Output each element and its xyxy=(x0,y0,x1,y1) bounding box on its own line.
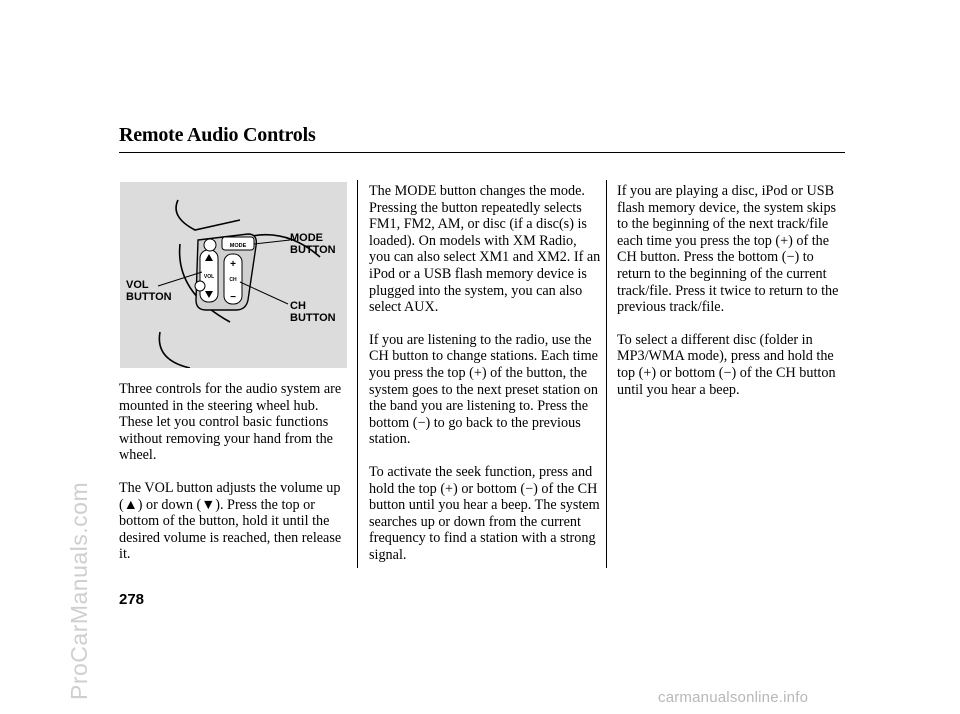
paragraph: If you are playing a disc, iPod or USB flash memory device, the system skips to the beginning of the next track/file each time you press the top (+) of the CH button. Press the bottom (−) to return to the beginning of the current track/file. Press it twice to return to the previous track/file. xyxy=(617,183,839,316)
column-3 xyxy=(617,183,849,414)
column-divider xyxy=(606,180,607,568)
paragraph: To select a different disc (folder in MP3/WMA mode), press and hold the top (+) or bottom (−) of the CH button until you hear a beep. xyxy=(617,331,836,398)
paragraph: The VOL button adjusts the volume up (▲) or down (▼). Press the top or bottom of the button, hold it until the desired volume is reached, then release it. xyxy=(119,479,342,563)
svg-text:+: + xyxy=(230,259,236,270)
header-rule xyxy=(119,152,845,153)
steering-wheel-figure xyxy=(120,182,347,368)
ch-key-label: CH xyxy=(229,277,237,283)
footer-watermark: carmanualsonline.info xyxy=(658,689,809,706)
page-number: 278 xyxy=(119,591,145,608)
vol-key-label: VOL xyxy=(203,274,215,280)
column-1 xyxy=(119,381,351,579)
paragraph: Three controls for the audio system are mounted in the steering wheel hub. These let you control basic functions without removing your hand from the wheel. xyxy=(119,381,342,464)
mode-button-callout: MODE BUTTON xyxy=(290,232,336,256)
paragraph: If you are listening to the radio, use the CH button to change stations. Each time you press the top (+) of the button, the system goes to the next preset station on the band you are listening to. Press the bottom (−) to go back to the previous station. xyxy=(369,331,598,448)
column-divider xyxy=(357,180,358,568)
steering-wheel-illustration xyxy=(120,182,347,368)
mode-key-label: MODE xyxy=(229,243,247,249)
vol-button-callout: VOL BUTTON xyxy=(126,279,172,303)
page-title: Remote Audio Controls xyxy=(119,124,316,146)
ch-button-callout: CH BUTTON xyxy=(290,300,336,324)
svg-text:−: − xyxy=(230,292,236,303)
paragraph: The MODE button changes the mode. Pressing the button repeatedly selects FM1, FM2, AM, or disc (if a disc(s) is loaded). On models with XM Radio, you can also select XM1 and XM2. If an iPod or a USB flash memory device is plugged into the system, you can also select AUX. xyxy=(369,183,601,316)
side-watermark: ProCarManuals.com xyxy=(66,481,92,700)
column-2 xyxy=(369,183,601,579)
paragraph: To activate the seek function, press and hold the top (+) or bottom (−) of the CH button until you hear a beep. The system searches up or down from the current frequency to find a station with a strong signal. xyxy=(369,463,600,563)
